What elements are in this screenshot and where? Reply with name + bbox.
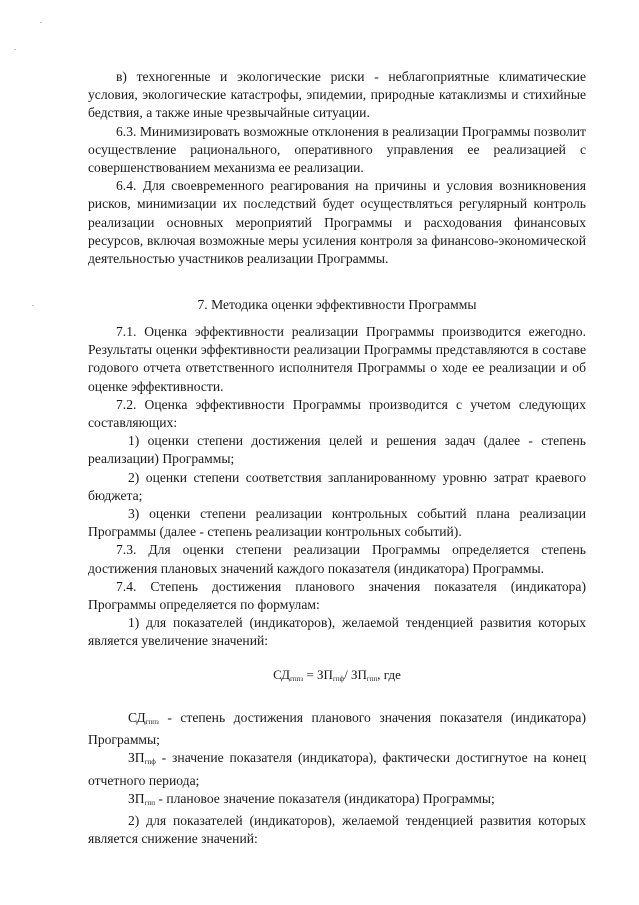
scan-speck xyxy=(32,305,34,306)
paragraph-7-2: 7.2. Оценка эффективности Программы производится с учетом следующих составляющих: xyxy=(88,396,586,431)
definition-zp-plan: $ЗП_{гпп}$ - плановое значение показателя (индикатора) Программы; xyxy=(128,790,495,807)
formula: $СД_{гппз} = ЗП_{гпф}/$ $ЗП_{гпп}$, где xyxy=(273,667,401,683)
paragraph-7-3: 7.3. Для оценки степени реализации Программы определяется степень достижения плановых значений каждого показателя (индикатора) Программы. xyxy=(88,542,586,576)
paragraph-risks-c: в) техногенные и экологические риски - неблагоприятные климатические условия, экологические катастрофы, эпидемии, природные катаклизмы и стихийные бедствия, а также иные чрезвычайные ситуации. xyxy=(88,69,586,121)
risk-section-text xyxy=(88,68,586,268)
list-item-1: 1) оценки степени достижения целей и решения задач (далее - степень реализации) Программы; xyxy=(88,433,586,467)
section-7-text xyxy=(88,323,586,651)
paragraph-6-4: 6.4. Для своевременного реагирования на причины и условия возникновения рисков, минимизации их последствий будет осуществляться регулярный контроль реализации основных мероприятий Программы и расходования финансовых ресурсов, включая возможные меры усиления контроля за финансово-экономической деятельностью участников реализации Программы. xyxy=(88,178,586,267)
definition-zp-fact: $ЗП_{гпф}$ - значение показателя (индикатора), фактически достигнутое на конец отчетного периода; xyxy=(88,750,586,788)
section-heading: 7. Методика оценки эффективности Программы xyxy=(197,297,477,312)
formula-case-decrease: 2) для показателей (индикаторов), желаемой тенденцией развития которых является снижение значений: xyxy=(88,813,586,847)
paragraph-7-1: 7.1. Оценка эффективности реализации Программы производится ежегодно. Результаты оценки эффективности реализации Программы представляются в составе годового отчета ответственного исполнителя Программы о ходе ее реализации и об оценке эффективности. xyxy=(88,324,586,394)
section-7-heading-block xyxy=(88,296,586,314)
formula-block xyxy=(88,666,586,688)
scan-speck xyxy=(40,22,42,23)
definition-sd: $СД_{гппз}$ - степень достижения планового значения показателя (индикатора) Программы; xyxy=(88,710,586,748)
definitions-block xyxy=(88,709,586,848)
scan-speck xyxy=(14,49,16,50)
list-item-3: 3) оценки степени реализации контрольных событий плана реализации Программы (далее - степень реализации контрольных событий). xyxy=(88,506,586,540)
formula-case-increase: 1) для показателей (индикаторов), желаемой тенденцией развития которых является увеличение значений: xyxy=(88,615,586,649)
paragraph-7-4: 7.4. Степень достижения планового значения показателя (индикатора) Программы определяется по формулам: xyxy=(88,578,586,613)
list-item-2: 2) оценки степени соответствия запланированному уровню затрат краевого бюджета; xyxy=(88,469,586,503)
paragraph-6-3: 6.3. Минимизировать возможные отклонения в реализации Программы позволит осуществление рационального, оперативного управления ее реализацией с совершенствованием механизма ее реализации. xyxy=(88,123,586,176)
